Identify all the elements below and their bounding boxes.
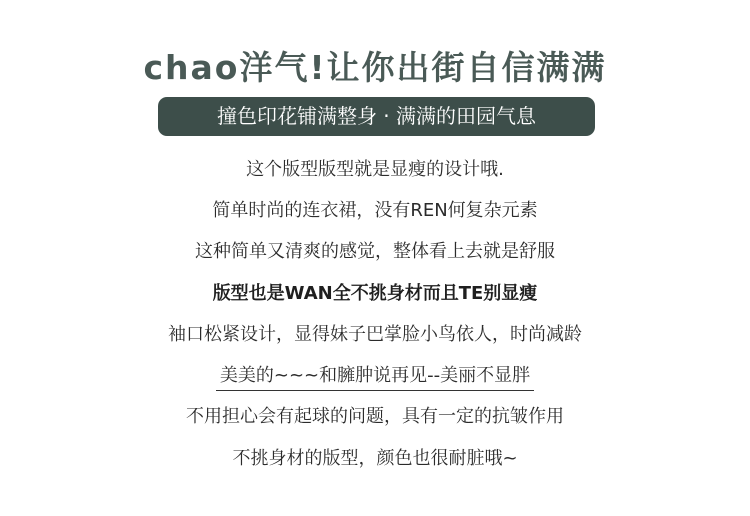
description-line-2: 简单时尚的连衣裙，没有REN何复杂元素 [212,200,538,221]
subtitle-banner: 撞色印花铺满整身 · 满满的田园气息 [158,97,595,136]
description-line-7: 不用担心会有起球的问题，具有一定的抗皱作用 [186,406,564,427]
description-line-5: 袖口松紧设计，显得妹子巴掌脸小鸟依人，时尚减龄 [168,324,582,345]
description-line-6-text: 美美的~~~和臃肿说再见--美丽不显胖 [216,362,534,391]
headline-title: chao洋气!让你出街自信满满 [143,48,607,87]
description-line-3: 这种简单又清爽的感觉，整体看上去就是舒服 [195,241,555,262]
description-line-4-bold: 版型也是WAN全不挑身材而且TE别显瘦 [212,283,538,304]
description-line-8: 不挑身材的版型，颜色也很耐脏哦~ [232,448,518,469]
description-line-6-underlined [0,361,750,391]
description-line-1: 这个版型版型就是显瘦的设计哦. [246,159,504,180]
